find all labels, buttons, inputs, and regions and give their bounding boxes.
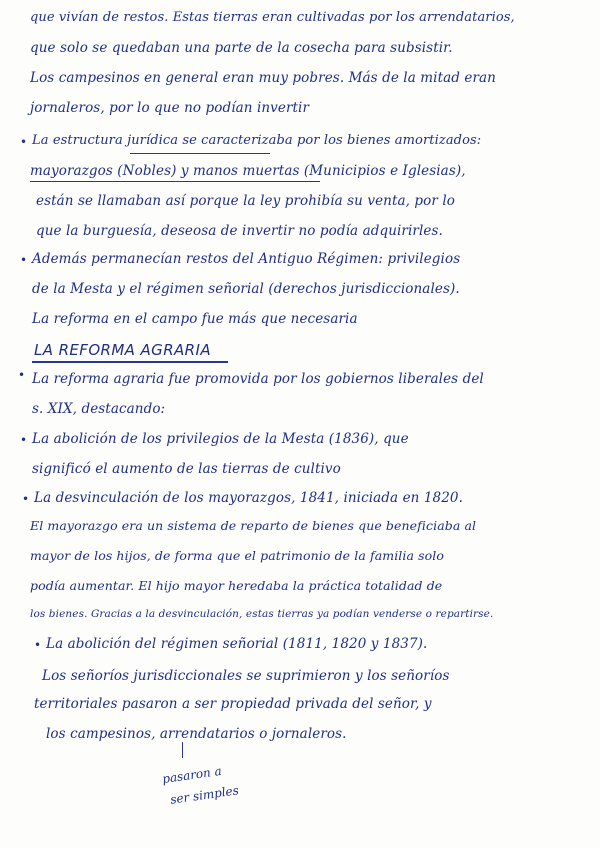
bullet-mark: • bbox=[20, 135, 28, 149]
text-line: podía aumentar. El hijo mayor heredaba la práctica totalidad de bbox=[30, 578, 443, 593]
text-line: La estructura jurídica se caracterizaba por los bienes amortizados: bbox=[32, 133, 482, 148]
text-line: los bienes. Gracias a la desvinculación, estas tierras ya podían venderse o repartirse. bbox=[30, 608, 494, 620]
text-line: Además permanecían restos del Antiguo Régimen: privilegios bbox=[32, 251, 461, 267]
section-heading: LA REFORMA AGRARIA bbox=[34, 341, 211, 359]
text-line: El mayorazgo era un sistema de reparto de bienes que beneficiaba al bbox=[30, 518, 477, 533]
bullet-mark: • bbox=[20, 253, 28, 267]
text-line: Los señoríos jurisdiccionales se suprimieron y los señoríos bbox=[42, 668, 450, 684]
text-line: s. XIX, destacando: bbox=[32, 401, 166, 417]
text-line: que vivían de restos. Estas tierras eran cultivadas por los arrendatarios, bbox=[30, 10, 515, 25]
text-line: de la Mesta y el régimen señorial (derechos jurisdiccionales). bbox=[32, 281, 460, 297]
heading-underline bbox=[32, 361, 228, 363]
bullet-mark: • bbox=[18, 368, 26, 382]
text-line: que solo se quedaban una parte de la cosecha para subsistir. bbox=[30, 40, 453, 56]
text-line: La reforma en el campo fue más que necesaria bbox=[32, 311, 358, 327]
margin-note: pasaron a bbox=[161, 763, 223, 787]
margin-note: ser simples bbox=[169, 783, 240, 807]
text-line: jornaleros, por lo que no podían invertir bbox=[30, 100, 310, 116]
text-line: significó el aumento de las tierras de cultivo bbox=[32, 461, 341, 477]
insertion-mark bbox=[182, 742, 183, 758]
bullet-mark: • bbox=[22, 492, 30, 506]
text-line: Los campesinos en general eran muy pobres. Más de la mitad eran bbox=[30, 70, 496, 86]
text-line: La abolición del régimen señorial (1811, 1820 y 1837). bbox=[46, 636, 428, 652]
bullet-mark: • bbox=[20, 433, 28, 447]
text-line: que la burguesía, deseosa de invertir no podía adquirirles. bbox=[36, 223, 443, 239]
text-line: La desvinculación de los mayorazgos, 1841, iniciada en 1820. bbox=[34, 490, 464, 506]
underline bbox=[30, 181, 320, 182]
text-line: los campesinos, arrendatarios o jornaleros. bbox=[46, 726, 347, 742]
text-line: La abolición de los privilegios de la Mesta (1836), que bbox=[32, 431, 409, 447]
text-line: territoriales pasaron a ser propiedad privada del señor, y bbox=[34, 696, 432, 712]
bullet-mark: • bbox=[34, 638, 42, 652]
text-line: La reforma agraria fue promovida por los gobiernos liberales del bbox=[32, 371, 484, 387]
text-line: están se llamaban así porque la ley prohibía su venta, por lo bbox=[36, 193, 455, 209]
text-line: mayor de los hijos, de forma que el patrimonio de la familia solo bbox=[30, 548, 444, 563]
underline bbox=[130, 153, 270, 154]
text-line: mayorazgos (Nobles) y manos muertas (Municipios e Iglesias), bbox=[30, 163, 466, 179]
